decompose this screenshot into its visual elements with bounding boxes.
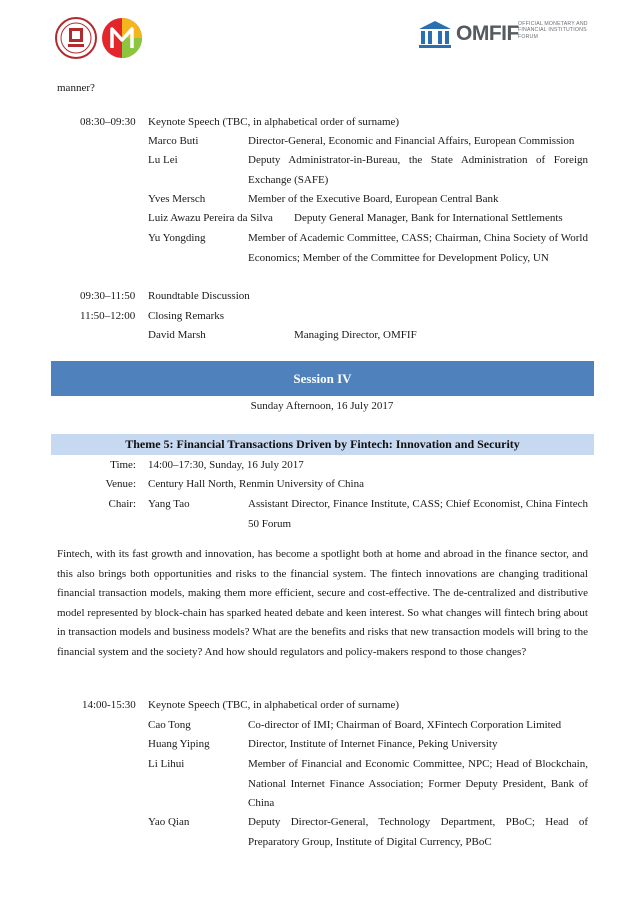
- closing-time: 11:50–12:00: [80, 310, 136, 322]
- speaker-name: Luiz Awazu Pereira da Silva: [148, 212, 273, 224]
- speaker-role: Director, Institute of Internet Finance, Peking University: [248, 738, 498, 750]
- chair-role: Assistant Director, Finance Institute, CASS; Chief Economist, China Fintech 50 Forum: [248, 498, 588, 530]
- roundtable-title: Roundtable Discussion: [148, 290, 250, 302]
- speaker-role: Managing Director, OMFIF: [294, 329, 417, 341]
- time-value: 14:00–17:30, Sunday, 16 July 2017: [148, 459, 304, 471]
- keynote-time: 08:30–09:30: [80, 116, 136, 128]
- theme-title: Theme 5: Financial Transactions Driven by Fintech: Innovation and Security: [125, 437, 520, 451]
- time-label: Time:: [110, 459, 136, 471]
- session-date: Sunday Afternoon, 16 July 2017: [250, 400, 394, 412]
- speaker-name: Yves Mersch: [148, 193, 206, 205]
- speaker-role: Member of Academic Committee, CASS; Chairman, China Society of World Economics; Member of the Committee for Development Policy, UN: [248, 232, 588, 264]
- speaker-name: Yao Qian: [148, 816, 190, 828]
- speaker-role: Deputy Director-General, Technology Department, PBoC; Head of Preparatory Group, Institute of Digital Currency, PBoC: [248, 816, 588, 848]
- theme-header-bar: [51, 434, 594, 455]
- omfif-logo: [418, 18, 598, 50]
- session-title: Session IV: [293, 371, 352, 386]
- roundtable-time: 09:30–11:50: [80, 290, 136, 302]
- closing-title: Closing Remarks: [148, 310, 225, 322]
- chair-label: Chair:: [108, 498, 136, 510]
- omfif-fullname: OFFICIAL MONETARY AND FINANCIAL INSTITUTIONS FORUM: [518, 21, 588, 40]
- carry-over-text: manner?: [57, 82, 95, 94]
- chair-name: Yang Tao: [148, 498, 190, 510]
- speaker-role: Co-director of IMI; Chairman of Board, XFintech Corporation Limited: [248, 719, 562, 731]
- speaker-name: David Marsh: [148, 329, 206, 341]
- speaker-name: Marco Buti: [148, 135, 199, 147]
- speaker-name: Cao Tong: [148, 719, 191, 731]
- speaker-name: Lu Lei: [148, 154, 178, 166]
- omfif-wordmark: OMFIF: [456, 22, 519, 45]
- renmin-university-logo: [54, 16, 98, 60]
- speaker-role: Member of the Executive Board, European Central Bank: [248, 193, 499, 205]
- session-header-bar: [51, 361, 594, 396]
- speaker-role: Deputy General Manager, Bank for International Settlements: [294, 212, 563, 224]
- speaker-role: Member of Financial and Economic Committee, NPC; Head of Blockchain, National Internet Finance Association; Former Deputy President, Bank of China: [248, 758, 588, 809]
- keynote-title: Keynote Speech (TBC, in alphabetical order of surname): [148, 116, 400, 128]
- imi-logo: [100, 16, 144, 60]
- speaker-role: Director-General, Economic and Financial Affairs, European Commission: [248, 135, 575, 147]
- speaker-name: Li Lihui: [148, 758, 185, 770]
- venue-value: Century Hall North, Renmin University of China: [148, 478, 364, 490]
- speaker-name: Yu Yongding: [148, 232, 206, 244]
- keynote-time: 14:00-15:30: [82, 699, 136, 711]
- speaker-name: Huang Yiping: [148, 738, 210, 750]
- venue-label: Venue:: [105, 478, 136, 490]
- speaker-role: Deputy Administrator-in-Bureau, the State Administration of Foreign Exchange (SAFE): [248, 154, 588, 186]
- keynote-title: Keynote Speech (TBC, in alphabetical order of surname): [148, 699, 400, 711]
- theme-description: Fintech, with its fast growth and innovation, has become a spotlight both at home and abroad in the finance sector, and this also brings both opportunities and risks to the financial system. The fintech innovations are changing traditional financial transaction models, making them more efficient, secure and cost-effective. The de-centralized and distributive model represented by block-chain has sparked heated debate and keen interest. So what changes will fintech bring about in transaction models and business models? What are the benefits and risks that new transaction models will bring to the financial system and the society? And how should regulators and policy-makers respond to those changes?: [57, 548, 588, 658]
- building-icon: [418, 20, 452, 48]
